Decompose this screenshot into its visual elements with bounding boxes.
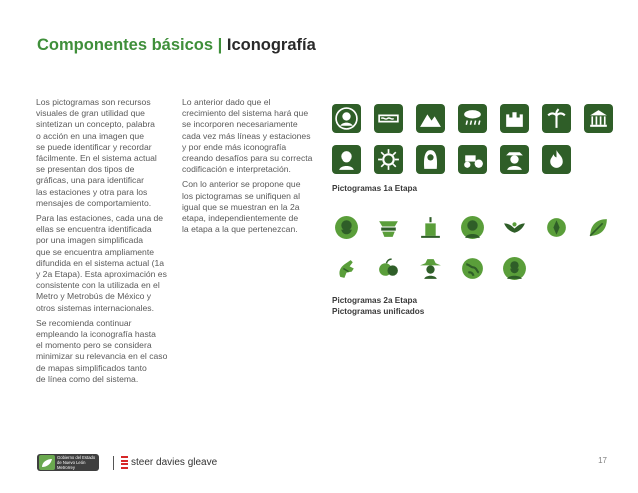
paragraph: Se recomienda continuar empleando la iconografía hasta el momento pero se considera minimizar su relevancia en el caso de mapas simplificados tanto de línea como del sistema.: [36, 317, 168, 384]
stage2-caption-line1: Pictogramas 2a Etapa: [332, 296, 418, 305]
paragraph: Para las estaciones, cada una de ellas se encuentra identificada por una imagen simplificada que se encuentra ampliamente difundida en el sistema actual (1a y 2a Etapa). Esta aproximación es consistente con la utilizada en el Metro y Metrobús de México y otros sistemas internacionales.: [36, 213, 167, 313]
sun-icon: [374, 145, 403, 174]
paragraph: Lo anterior dado que el crecimiento del sistema hará que se incorporen necesariamente cada vez más líneas y estaciones y por ende más iconografía creando desafíos para su correcta codificación e interpretación.: [182, 97, 313, 175]
fire-icon: [542, 145, 571, 174]
hand-icon: [332, 254, 361, 283]
river-icon: [374, 104, 403, 133]
rain-icon: [458, 104, 487, 133]
eagle-icon: [500, 213, 529, 242]
government-emblem-icon: [39, 455, 55, 470]
paragraph: Con lo anterior se propone que los pictogramas se unifiquen al igual que se muestran en la 2a etapa, independientemente de la etapa a la que pertenezcan.: [182, 179, 301, 235]
text-column-middle: [182, 97, 318, 239]
consultancy-mark-icon: [121, 456, 128, 469]
tractor-icon: [458, 145, 487, 174]
virgin-icon: [416, 145, 445, 174]
government-logo: [37, 454, 99, 471]
title-main: Componentes básicos: [37, 36, 214, 54]
footer-divider: [113, 456, 114, 470]
text-column-left: [36, 97, 172, 389]
sombrero-man-icon: [416, 254, 445, 283]
hat-portrait-icon: [500, 145, 529, 174]
castle-icon: [500, 104, 529, 133]
globe-icon: [458, 254, 487, 283]
stage1-icon-grid: [332, 104, 613, 174]
page-title: [37, 36, 316, 55]
fruits-icon: [374, 254, 403, 283]
page-number: 17: [598, 456, 607, 465]
monument-icon: [584, 104, 613, 133]
ornament-icon: [542, 213, 571, 242]
leaf-icon: [584, 213, 613, 242]
bearded-man-icon: [332, 213, 361, 242]
bearded-portrait-icon: [500, 254, 529, 283]
government-logo-text: Gobierno del Estado de Nuevo León Metrorrey: [57, 455, 96, 470]
stage2-icon-grid: [332, 213, 613, 283]
footer: [37, 454, 607, 474]
consultancy-logo: [121, 456, 217, 469]
stage1-caption: Pictogramas 1a Etapa: [332, 184, 418, 193]
paragraph: Los pictogramas son recursos visuales de gran utilidad que sintetizan un concepto, palabra o acción en una imagen que se puede identificar y recordar fácilmente. En el sistema actual se presentan dos tipos de gráficas, una para identificar las estaciones y otra para los mensajes de comportamiento.: [36, 97, 157, 208]
stage2-caption: [332, 296, 424, 317]
palms-icon: [542, 104, 571, 133]
stage2-caption-line2: Pictogramas unificados: [332, 306, 425, 316]
tree-icon: [374, 213, 403, 242]
bearded-portrait-icon: [332, 145, 361, 174]
mustache-man-icon: [458, 213, 487, 242]
mountains-icon: [416, 104, 445, 133]
title-separator: |: [217, 36, 223, 54]
church-icon: [416, 213, 445, 242]
title-section: Iconografía: [226, 36, 316, 54]
portrait-icon: [332, 104, 361, 133]
consultancy-name: steer davies gleave: [131, 457, 218, 468]
